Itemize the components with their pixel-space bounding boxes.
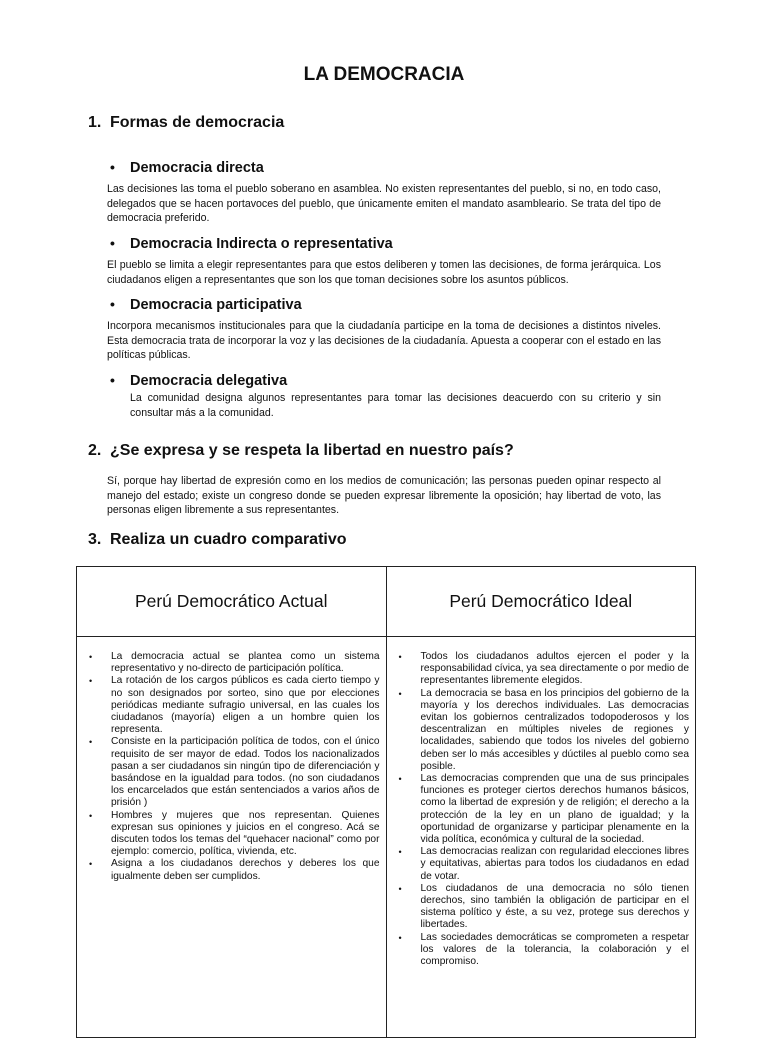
paragraph-directa: Las decisiones las toma el pueblo soberano en asamblea. No existen representantes del pueblo, si no, en todo caso, delegados que se hacen portavoces del pueblo, que únicamente emiten el mandato asambleario. Se trata del tipo de democracia preferido. <box>107 183 661 225</box>
list-item <box>83 858 380 882</box>
list-ideal <box>393 651 690 968</box>
bullet: • <box>110 296 115 312</box>
section-1-heading <box>88 114 284 132</box>
section-3-title: Realiza un cuadro comparativo <box>110 531 347 548</box>
list-item <box>393 883 690 932</box>
list-item-text: Los ciudadanos de una democracia no sólo tienen derechos, sino también la obligación de participar en el sistema político y éste, a su vez, protege sus derechos y libertades. <box>420 882 689 931</box>
list-item <box>393 651 690 688</box>
bullet: • <box>398 883 402 894</box>
list-item <box>393 932 690 969</box>
bullet: • <box>110 159 115 175</box>
list-item-text: Hombres y mujeres que nos representan. Quienes expresan sus opiniones y juicios en el congreso. Acá se discuten todos los temas del “quehacer nacional” como por ejemplo: comercio, política, vivienda, etc. <box>111 809 380 858</box>
section-1-title: Formas de democracia <box>110 114 285 131</box>
bullet: • <box>398 652 402 662</box>
list-item <box>83 736 380 809</box>
column-header-ideal: Perú Democrático Ideal <box>386 567 696 637</box>
list-item-text: Las democracias comprenden que una de sus principales funciones es proteger ciertos derechos humanos básicos, como la libertad de expresión y de religión; el derecho a la protección de la ley en un plano de igualdad; y la oportunidad de organizarse y participar plenamente en la vida política, económica y cultural de la sociedad. <box>420 773 689 846</box>
subheading-participativa <box>110 296 302 313</box>
section-2-heading <box>88 442 514 460</box>
paragraph-libertad: Sí, porque hay libertad de expresión como en los medios de comunicación; las personas pueden opinar respecto al manejo del estado; existe un congreso donde se pueden expresar libremente la oposición; hay libertad de voto, las personas eligen libremente a sus representantes. <box>107 475 661 517</box>
subheading-label: Democracia participativa <box>130 297 302 313</box>
paragraph-indirecta: El pueblo se limita a elegir representantes para que estos deliberen y tomen las decisiones, de forma jerárquica. Los ciudadanos eligen a representantes que son los que toman decisiones sobre los asuntos públicos. <box>107 259 661 286</box>
bullet: • <box>89 859 93 870</box>
page-title: LA DEMOCRACIA <box>303 64 465 85</box>
bullet: • <box>89 810 93 821</box>
bullet: • <box>89 737 93 748</box>
list-item-text: Todos los ciudadanos adultos ejercen el poder y la responsabilidad cívica, ya sea directamente o por medio de representantes libremente elegidos. <box>420 651 689 687</box>
bullet: • <box>89 676 93 687</box>
table-header-row <box>77 567 696 637</box>
list-item <box>393 688 690 773</box>
list-item-text: Consiste en la participación política de todos, con el único requisito de ser mayor de edad. Todos los nacionalizados pasan a ser ciudadanos sin ningún tipo de diferenciación y basándose en la igualdad para todos. (no son ciudadanos los encarcelados que están sentenciados a varios años de prisión ) <box>111 736 380 809</box>
list-item <box>393 846 690 883</box>
comparison-table <box>76 566 696 1038</box>
list-item-text: La democracia actual se plantea como un sistema representativo y no-directo de participación política. <box>111 651 380 675</box>
list-item-text: La democracia se basa en los principios del gobierno de la mayoría y los derechos individuales. Las democracias evitan los gobiernos centralizados todopoderosos y los descentralizan en múltiples niveles de regiones y localidades, sabiendo que todos los niveles del gobierno deben ser lo más accesibles y dúctiles al pueblo como sea posible. <box>420 687 689 772</box>
list-item <box>83 675 380 736</box>
paragraph-delegativa: La comunidad designa algunos representantes para tomar las decisiones deacuerdo con su criterio y sin consultar más a la comunidad. <box>130 392 661 419</box>
list-item-text: La rotación de los cargos públicos es cada cierto tiempo y no son designados por sorteo, sino que por elecciones periódicas mediante sufragio universal, en las cuales los ciudadanos (mayoría) eligen a un hombre quien los representa. <box>111 675 380 736</box>
subheading-label: Democracia Indirecta o representativa <box>130 236 393 252</box>
bullet: • <box>398 688 402 699</box>
subheading-indirecta <box>110 235 393 252</box>
list-item <box>83 651 380 675</box>
section-2-number: 2. <box>88 442 102 459</box>
section-2-title: ¿Se expresa y se respeta la libertad en nuestro país? <box>110 442 514 459</box>
bullet: • <box>89 652 93 662</box>
section-3-number: 3. <box>88 531 102 548</box>
bullet: • <box>398 847 402 858</box>
list-item <box>393 773 690 846</box>
subheading-label: Democracia delegativa <box>130 373 288 389</box>
subheading-directa <box>110 159 264 176</box>
list-actual <box>83 651 380 883</box>
list-item-text: Las democracias realizan con regularidad elecciones libres y equitativas, abiertas para todos los ciudadanos en edad de votar. <box>420 846 689 882</box>
subheading-delegativa <box>110 372 287 389</box>
list-item-text: Las sociedades democráticas se comprometen a respetar los valores de la tolerancia, la colaboración y el compromiso. <box>420 931 689 968</box>
bullet: • <box>398 932 402 943</box>
column-header-actual: Perú Democrático Actual <box>77 567 387 637</box>
list-item-text: Asigna a los ciudadanos derechos y deberes los que igualmente deben ser cumplidos. <box>111 858 380 882</box>
cell-actual <box>77 637 387 1038</box>
list-item <box>83 810 380 859</box>
cell-ideal <box>386 637 696 1038</box>
bullet: • <box>398 774 402 785</box>
bullet: • <box>110 372 115 388</box>
paragraph-participativa: Incorpora mecanismos institucionales para que la ciudadanía participe en la toma de decisiones a distintos niveles. Esta democracia trata de incorporar la voz y las decisiones de la ciudadanía. Apuesta a cooperar con el estado en las políticas públicas. <box>107 320 661 362</box>
bullet: • <box>110 235 115 251</box>
section-3-heading <box>88 531 347 549</box>
section-1-number: 1. <box>88 114 102 131</box>
subheading-label: Democracia directa <box>130 160 264 176</box>
table-body-row <box>77 637 696 1038</box>
